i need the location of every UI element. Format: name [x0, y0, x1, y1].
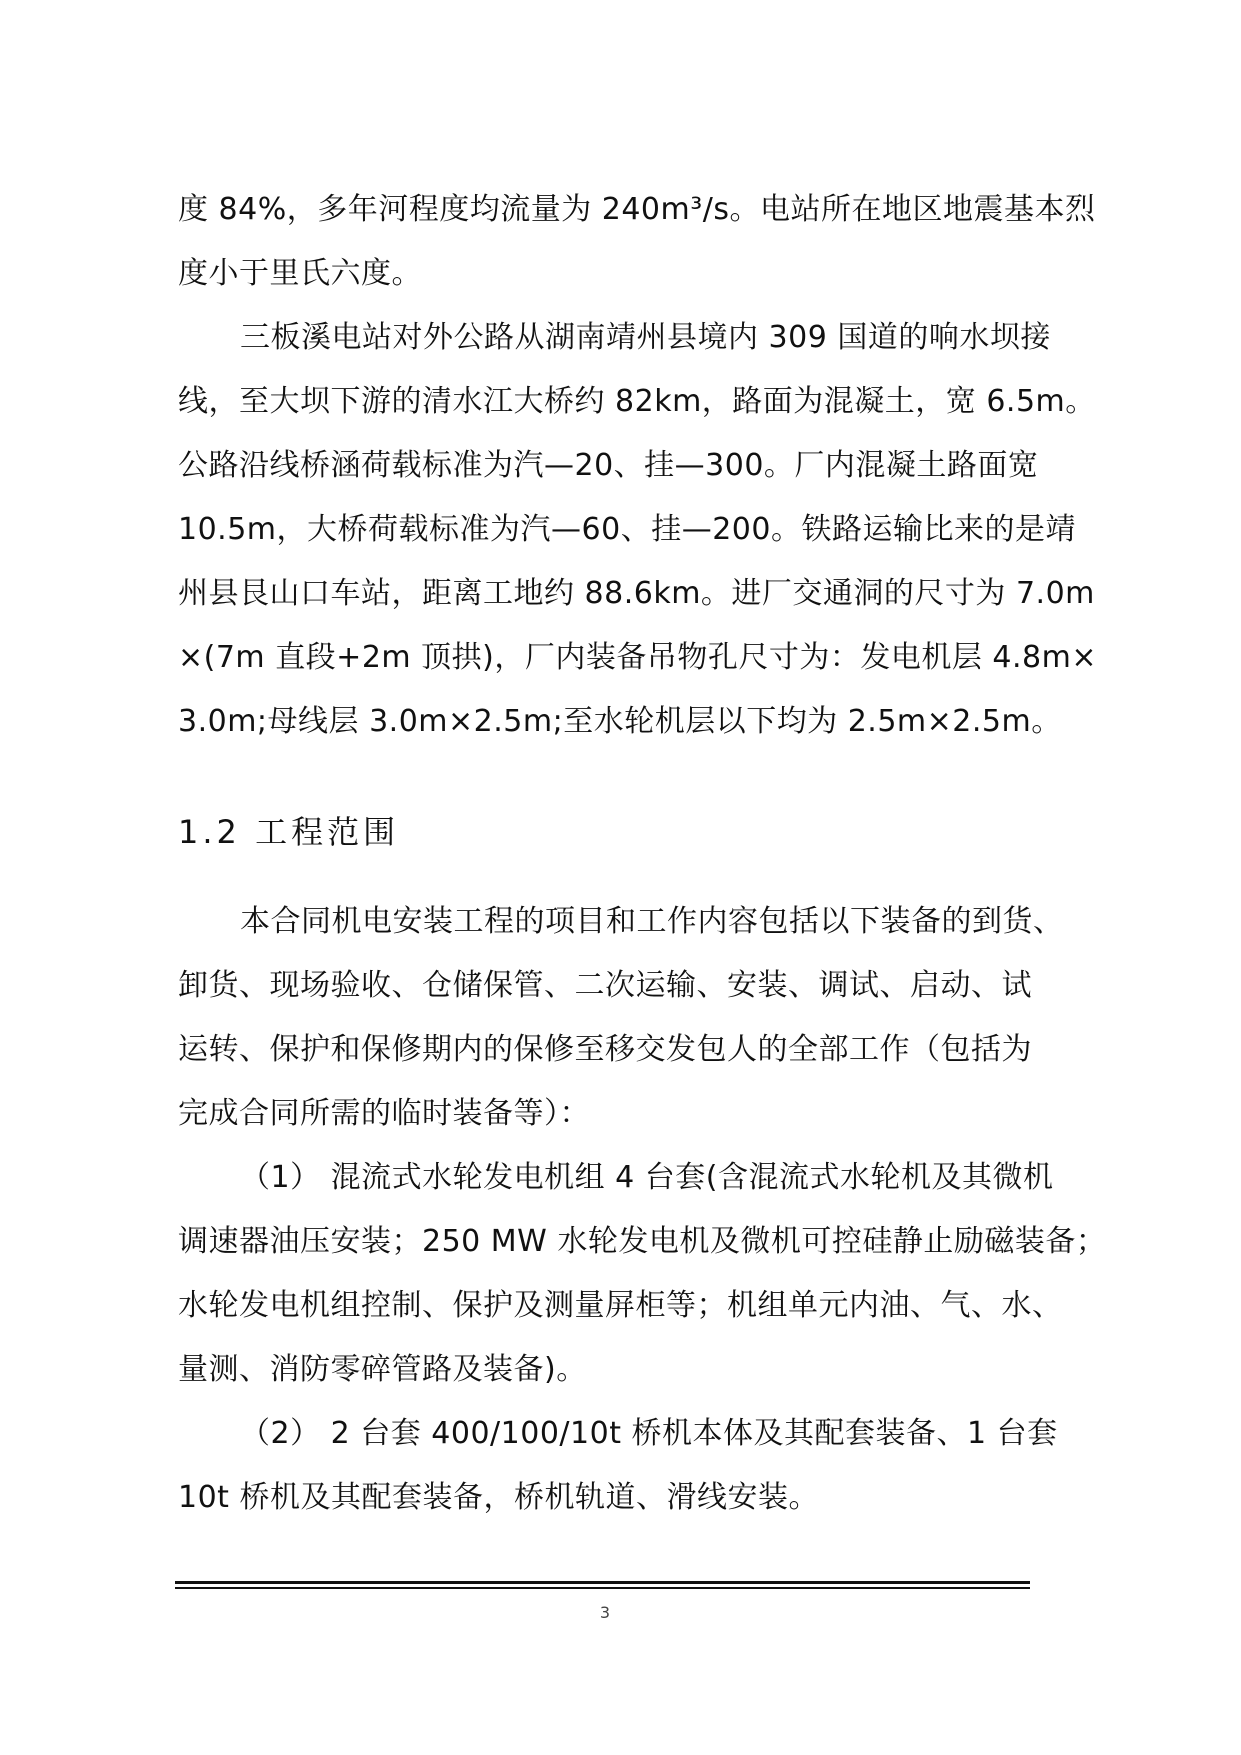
paragraph2-line-3: 公路沿线桥涵荷载标准为汽—20、挂—300。厂内混凝土路面宽: [178, 448, 1039, 483]
item1-line-2: 调速器油压安装；250 MW 水轮发电机及微机可控硅静止励磁装备；: [178, 1224, 1107, 1259]
paragraph2-line-2: 线，至大坝下游的清水江大桥约 82km，路面为混凝土，宽 6.5m。: [178, 384, 1096, 419]
paragraph3-line-3: 运转、保护和保修期内的保修至移交发包人的全部工作（包括为: [178, 1032, 1032, 1067]
footer-rule-thin: [175, 1587, 1030, 1589]
paragraph2-line-5: 州县艮山口车站，距离工地约 88.6km。进厂交通洞的尺寸为 7.0m: [178, 576, 1095, 611]
paragraph2-line-6: ×(7m 直段+2m 顶拱)，厂内装备吊物孔尺寸为：发电机层 4.8m×: [178, 640, 1097, 675]
paragraph1-line-1: 度 84%，多年河程度均流量为 240m³/s。电站所在地区地震基本烈: [178, 192, 1096, 227]
item2-line-1: （2） 2 台套 400/100/10t 桥机本体及其配套装备、1 台套: [240, 1416, 1058, 1451]
paragraph3-line-4: 完成合同所需的临时装备等）：: [178, 1096, 590, 1131]
paragraph2-line-7: 3.0m;母线层 3.0m×2.5m;至水轮机层以下均为 2.5m×2.5m。: [178, 704, 1062, 739]
paragraph2-line-4: 10.5m，大桥荷载标准为汽—60、挂—200。铁路运输比来的是靖: [178, 512, 1076, 547]
paragraph3-line-1: 本合同机电安装工程的项目和工作内容包括以下装备的到货、: [240, 904, 1064, 939]
paragraph2-line-1: 三板溪电站对外公路从湖南靖州县境内 309 国道的响水坝接: [240, 320, 1051, 355]
paragraph1-line-2: 度小于里氏六度。: [178, 256, 422, 291]
paragraph3-line-2: 卸货、现场验收、仓储保管、二次运输、安装、调试、启动、试: [178, 968, 1032, 1003]
page-number: 3: [599, 1603, 611, 1622]
item1-line-4: 量测、消防零碎管路及装备)。: [178, 1352, 587, 1387]
item2-line-2: 10t 桥机及其配套装备，桥机轨道、滑线安装。: [178, 1480, 819, 1515]
item1-line-1: （1） 混流式水轮发电机组 4 台套(含混流式水轮机及其微机: [240, 1160, 1054, 1195]
item1-line-3: 水轮发电机组控制、保护及测量屏柜等；机组单元内油、气、水、: [178, 1288, 1063, 1323]
section-heading: 1.2 工程范围: [178, 813, 400, 851]
footer-rule-thick: [175, 1581, 1030, 1584]
